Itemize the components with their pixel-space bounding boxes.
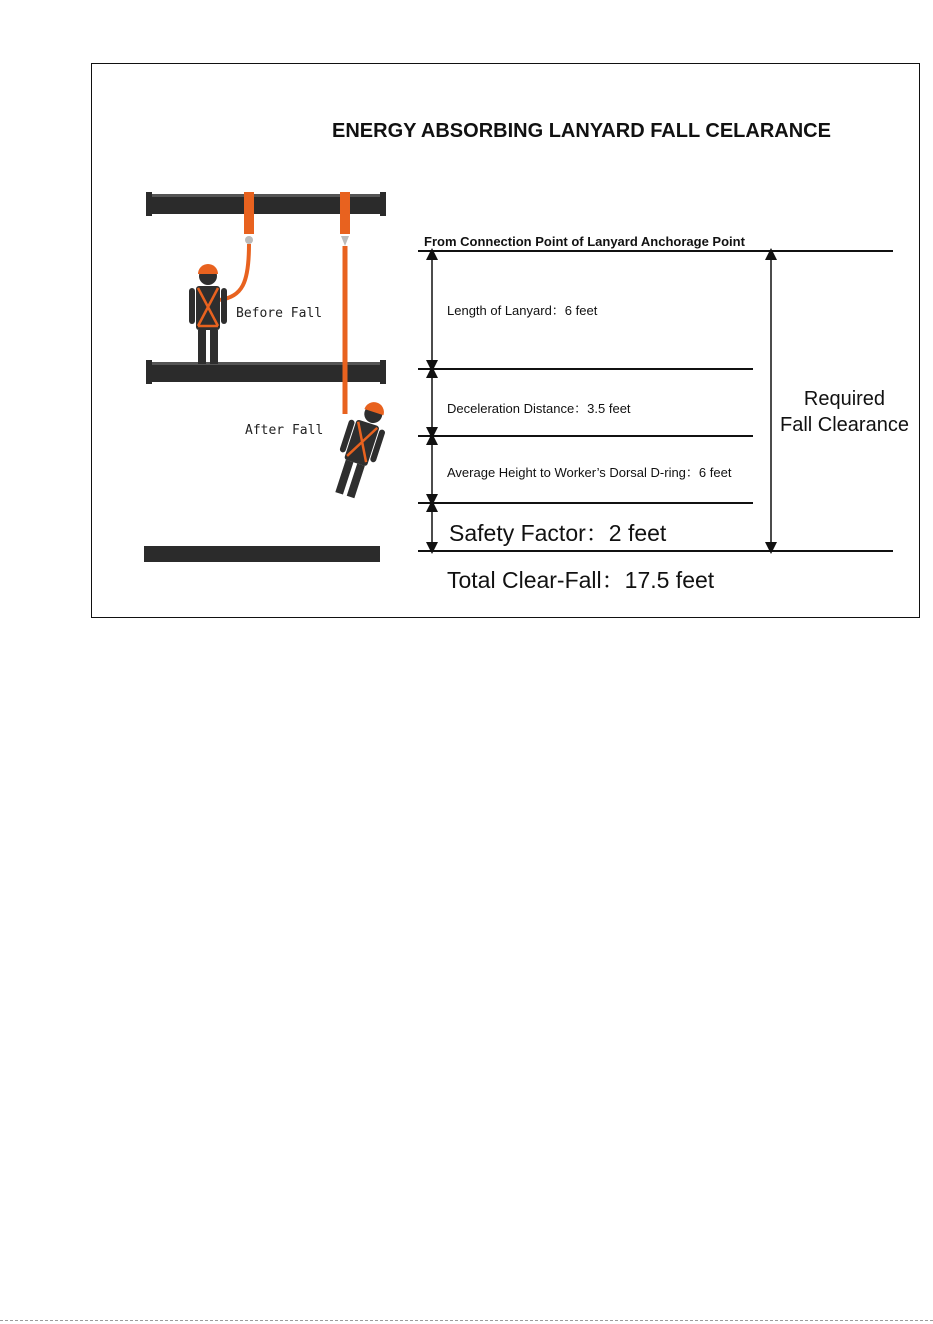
anchorage-label: From Connection Point of Lanyard Anchorage Point — [424, 234, 745, 249]
middle-beam — [146, 360, 386, 384]
lanyard-length-label: Length of Lanyard：6 feet — [447, 303, 598, 318]
page-bottom-border — [0, 1320, 933, 1321]
after-fall-label: After Fall — [245, 423, 324, 438]
required-line-1: Required — [803, 388, 886, 410]
safety-factor-label: Safety Factor：2 feet — [449, 520, 667, 546]
deceleration-label: Deceleration Distance：3.5 feet — [447, 401, 631, 416]
total-clear-fall-label: Total Clear-Fall：17.5 feet — [447, 567, 715, 593]
required-line-2: Fall Clearance — [780, 414, 909, 436]
worker-before-fall-icon — [189, 264, 227, 364]
required-fall-clearance-label — [780, 386, 909, 438]
ground-beam — [144, 546, 380, 562]
diagram-title: ENERGY ABSORBING LANYARD FALL CELARANCE — [332, 120, 831, 142]
before-fall-label: Before Fall — [236, 306, 323, 321]
dring-height-label: Average Height to Worker’s Dorsal D-ring：6 feet — [447, 465, 732, 480]
diagram-frame — [91, 63, 920, 618]
worker-after-fall-icon — [327, 396, 393, 501]
